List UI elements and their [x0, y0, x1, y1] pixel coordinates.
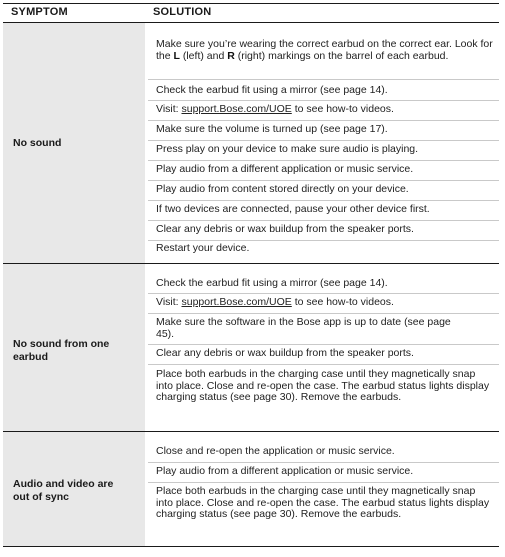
row-divider — [148, 100, 499, 101]
solution-item: Make sure the software in the Bose app is up to date (see page 45). — [156, 316, 451, 340]
solution-item: Check the earbud fit using a mirror (see page 14). — [156, 84, 388, 96]
solution-item: Make sure you’re wearing the correct earbud on the correct ear. Look for the L (left) and R (right) markings on the barrel of each earbud. — [156, 38, 493, 62]
symptom-cell — [3, 23, 145, 263]
symptom-group-audio-video-sync — [3, 432, 499, 546]
row-divider — [148, 220, 499, 221]
solution-item: Play audio from content stored directly on your device. — [156, 183, 409, 195]
solution-item: Place both earbuds in the charging case until they magnetically snap into place. Close and re-open the case. The earbud status lights display charging status (see page 30). Remove the earbuds. — [156, 368, 490, 404]
solution-item: Clear any debris or wax buildup from the speaker ports. — [156, 223, 414, 235]
solution-item: Make sure the volume is turned up (see page 17). — [156, 123, 388, 135]
symptom-cell — [3, 264, 145, 431]
solution-item: Play audio from a different application or music service. — [156, 465, 414, 477]
solution-item: Visit: support.Bose.com/UOE to see how-to videos. — [156, 296, 394, 308]
solution-item: If two devices are connected, pause your other device first. — [156, 203, 430, 215]
row-divider — [148, 140, 499, 141]
row-divider — [148, 200, 499, 201]
symptom-group-no-sound-one-earbud — [3, 264, 499, 431]
support-link[interactable]: support.Bose.com/UOE — [181, 296, 292, 308]
solution-column-header: SOLUTION — [153, 6, 212, 18]
row-divider — [148, 462, 499, 463]
symptom-label: No sound — [13, 137, 62, 149]
row-divider — [148, 364, 499, 365]
column-separator — [145, 23, 146, 263]
row-divider — [148, 180, 499, 181]
column-separator — [145, 432, 146, 546]
solution-item: Visit: support.Bose.com/UOE to see how-to videos. — [156, 103, 394, 115]
symptom-cell — [3, 432, 145, 546]
solution-item: Press play on your device to make sure audio is playing. — [156, 143, 419, 155]
row-divider — [148, 120, 499, 121]
row-divider — [148, 160, 499, 161]
symptom-group-no-sound — [3, 23, 499, 263]
symptom-label: No sound from one earbud — [13, 338, 110, 363]
solution-item: Close and re-open the application or music service. — [156, 445, 395, 457]
solution-item: Restart your device. — [156, 242, 250, 254]
solution-item: Play audio from a different application or music service. — [156, 163, 414, 175]
table-header — [3, 4, 499, 23]
solution-item: Check the earbud fit using a mirror (see page 14). — [156, 277, 388, 289]
symptom-label: Audio and video are out of sync — [13, 478, 114, 503]
symptom-column-header: SYMPTOM — [11, 6, 68, 18]
row-divider — [148, 293, 499, 294]
row-divider — [148, 482, 499, 483]
solution-item: Clear any debris or wax buildup from the speaker ports. — [156, 347, 414, 359]
column-separator — [145, 264, 146, 431]
table-bottom-rule — [3, 546, 499, 547]
support-link[interactable]: support.Bose.com/UOE — [181, 103, 292, 115]
row-divider — [148, 240, 499, 241]
row-divider — [148, 79, 499, 80]
row-divider — [148, 313, 499, 314]
solution-item: Place both earbuds in the charging case until they magnetically snap into place. Close and re-open the case. The earbud status lights display charging status (see page 30). Remove the earbuds. — [156, 485, 490, 521]
row-divider — [148, 344, 499, 345]
